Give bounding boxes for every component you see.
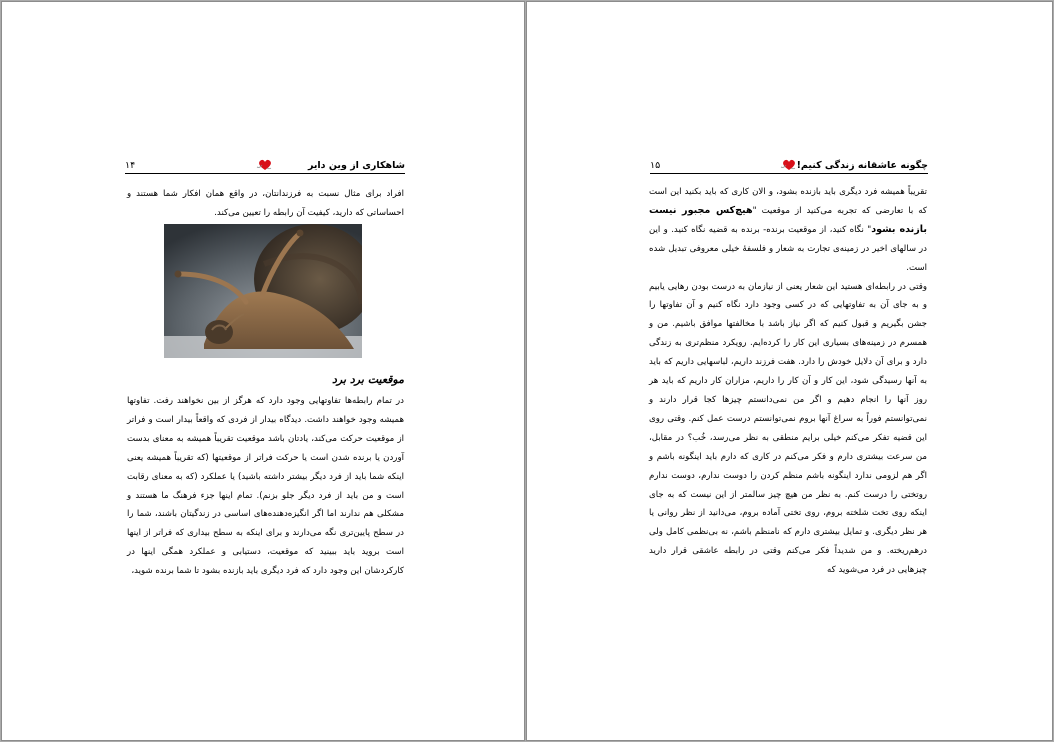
intro-paragraph-text: افراد برای مثال نسبت به فرزندانتان، در واقع همان افکار شما هستند و احساساتی که دارید، کیفیت آن رابطه را تعیین می‌کند.	[127, 189, 404, 218]
section-heading: موقعیت برد برد	[332, 373, 404, 386]
paragraph-1-bold-phrase: هیچ‌کس مجبور نیست بازنده بشود	[649, 204, 927, 235]
intro-paragraph	[127, 185, 404, 223]
heart-ornament-icon	[780, 158, 797, 171]
paragraph-1-end: " نگاه کنید، از موقعیت برنده- برنده به قضیه نگاه کنید. و این در سالهای اخیر در زمینه‌ی تجارت به شعار و فلسفهٔ خیلی معروفی تبدیل شده است.	[649, 224, 927, 273]
header-book-title: چگونه عاشقانه زندگی کنیم!	[796, 160, 928, 171]
heart-ornament-icon	[256, 158, 273, 171]
header-page-number: ۱۵	[650, 160, 661, 171]
paragraph-2: وقتی در رابطه‌ای هستید این شعار یعنی از نیازمان به درست بودن رهایی یابیم و به جای آن به تفاوتهایی که در کسی وجود دارد نگاه کنیم و آن تفاوتها را جشن بگیریم و قبول کنیم که اگر نیاز باشد با مخالفتها موافق باشیم. من و همسرم در زمینه‌های بسیاری این کار را کرده‌ایم. رویکرد منظم‌تری به زندگی دارد و برای آن دلایل خودش را دارد. هفت فرزند داریم، لباسهایی داریم که باید به آنها رسیدگی شود، این کار و آن کار را داریم، مزاران کار داریم که باید هر روز آنها را انجام دهیم و اگر من نمی‌دانستم چیزها کجا قرار دارند و نمی‌توانستم فوراً به سراغ آنها بروم نمی‌توانستم درست عمل کنم. وقتی روی این قضیه تفکر می‌کنم خیلی برایم منطقی به نظر می‌رسد، خُب؟ در مقابل، من سرعت بیشتری دارم و فکر می‌کنم در کاری که دارم باید اینگونه باشم و اگر هم لزومی ندارد اینگونه باشم منظم کردن را دوست ندارم، دوست ندارم روتختی را درست کنم. به نظر من هیچ چیز سالمتر از این نیست که به جای اینکه روی تخت شلخته بروم، روی تختی آماده بروم، می‌دانید از نظر روانی یا هر نظر دیگری. و تمایل بیشتری دارم که نامنظم باشم، نه بی‌نظمی کامل ولی درهم‌ریخته. و من شدیداً فکر می‌کنم وقتی در رابطه عاشقی قرار دارید چیزهایی در فرد می‌شوید که	[649, 281, 927, 576]
paragraph-1	[649, 183, 927, 278]
snail-illustration	[164, 224, 362, 358]
section-paragraph-text: در تمام رابطه‌ها تفاوتهایی وجود دارد که هرگز از بین نخواهند رفت. تفاوتها همیشه وجود خواهند داشت. دیدگاه بیدار از فردی که واقعاً بیدار است و فراتر از موقعیت حرکت می‌کند، یادتان باشد موقعیت تقریباً همیشه به معنای بدست آوردن یا برنده شدن است یا حرکت فراتر از موقعیتها (که تقریباً همیشه یعنی اینکه شما باید از فرد دیگر بیشتر داشته باشید) یا عملکرد (که به معنای رقابت است و من باید از فرد دیگر جلو بزنم). تمام اینها جزء فرهنگ ما هستند و مشکلی هم ندارند اما اگر انگیزه‌دهنده‌های اساسی در زندگیتان باشند، شما را در سطح پایین‌تری نگه می‌دارند و برای اینکه به سطح بیداری که فراتر از اینها است بروید باید ببینید که موقعیت، دستیابی و عملکرد همگی اینها در کارکردشان این وجود دارد که فرد دیگری باید بازنده بشود تا شما برنده شوید،	[127, 396, 404, 577]
header-book-title: شاهکاری از وین دایر	[307, 160, 405, 171]
right-page	[527, 2, 1052, 740]
right-page-text	[649, 183, 927, 580]
section-paragraph	[127, 392, 404, 581]
page-header	[125, 153, 405, 174]
header-page-number: ۱۴	[125, 160, 136, 171]
snail-photo	[164, 224, 362, 358]
paragraph-1-start: تقریباً همیشه فرد دیگری باید بازنده بشود، و الان کاری که باید بکنید این است که با تعارضی که تجربه می‌کنید از موقعیت "	[649, 187, 927, 216]
page-header	[650, 153, 928, 174]
left-page	[2, 2, 524, 740]
